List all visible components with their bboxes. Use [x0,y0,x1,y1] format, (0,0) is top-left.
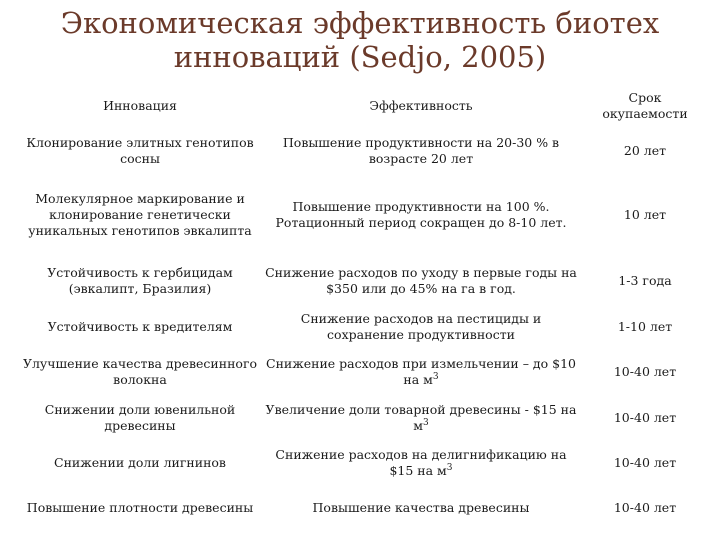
header-efficiency: Эффективность [369,98,473,113]
table-cell-efficiency: Снижение расходов на пестициды и сохранение продуктивности [300,311,542,342]
table-cell-efficiency [262,399,580,437]
table-cell-payback: 10-40 лет [613,455,677,470]
table-cell-innovation: Устойчивость к вредителям [47,319,233,334]
unit-superscript: 3 [423,417,429,428]
efficiency-text: Снижение расходов при измельчении – до $10 на м [266,356,576,387]
table-cell-payback: 1-10 лет [617,319,673,334]
table-cell-payback: 1-3 года [618,273,672,288]
table-cell-innovation: Устойчивость к гербицидам (эвкалипт, Бразилия) [47,265,233,296]
table-cell-efficiency: Повышение продуктивности на 20-30 % в возрасте 20 лет [282,135,560,166]
efficiency-text: Увеличение доли товарной древесины - $15 на м [265,402,577,433]
table-cell-innovation: Молекулярное маркирование и клонирование генетически уникальных генотипов эвкалипта [28,191,252,238]
slide-title [0,6,720,74]
header-innovation: Инновация [103,98,177,113]
header-payback: Срок окупаемости [602,90,688,121]
table-cell-payback: 10-40 лет [613,500,677,515]
table-cell-innovation: Клонирование элитных генотипов сосны [26,135,254,166]
table-cell-efficiency: Повышение продуктивности на 100 %. Ротационный период сокращен до 8-10 лет. [275,199,567,230]
table-cell-efficiency [262,353,580,391]
table-cell-innovation: Повышение плотности древесины [26,500,254,515]
table-cell-payback: 10-40 лет [613,364,677,379]
title-line-2: инноваций (Sedjo, 2005) [173,40,547,74]
title-line-1: Экономическая эффективность биотех [60,6,660,40]
table-cell-innovation: Снижении доли ювенильной древесины [44,402,236,433]
table-cell-efficiency [262,444,580,482]
table-cell-efficiency: Повышение качества древесины [312,500,530,515]
unit-superscript: 3 [446,462,453,473]
table-cell-innovation: Снижении доли лигнинов [54,455,226,470]
unit-superscript: 3 [432,371,439,382]
table-cell-payback: 10-40 лет [613,410,677,425]
table-cell-innovation: Улучшение качества древесинного волокна [22,356,258,387]
efficiency-text: Снижение расходов на делигнификацию на $15 на м [275,447,567,478]
table-cell-payback: 10 лет [623,207,667,222]
table-cell-efficiency: Снижение расходов по уходу в первые годы на $350 или до 45% на га в год. [265,265,577,296]
table-cell-payback: 20 лет [623,143,667,158]
